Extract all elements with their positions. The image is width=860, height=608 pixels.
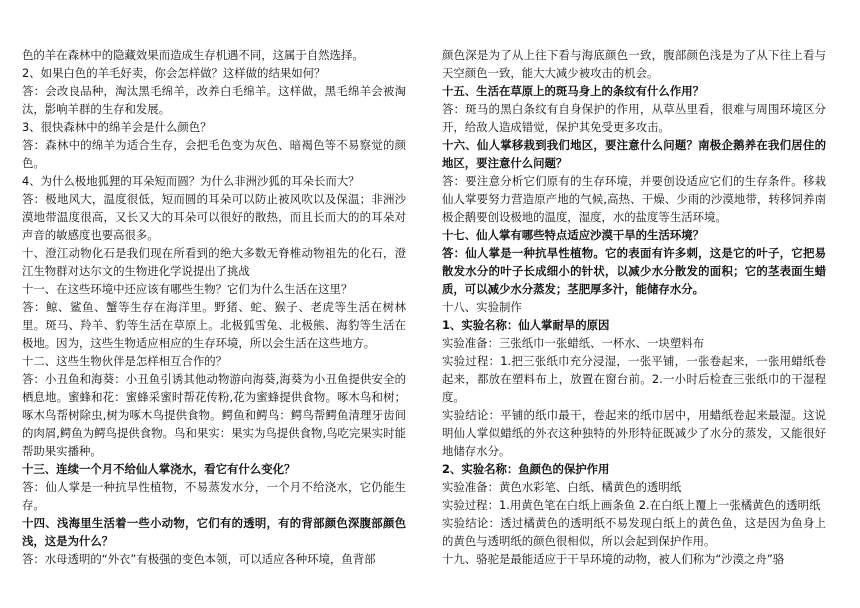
question: 4、为什么极地狐狸的耳朵短而圆？为什么非洲沙狐的耳朵长而大？: [22, 174, 360, 188]
experiment-conclusion: 实验结论：透过橘黄色的透明纸不易发现白纸上的黄色鱼，这是因为鱼身上的黄色与透明纸的颜色很相似，所以会起到保护作用。: [442, 516, 826, 548]
paragraph: 色的羊在森林中的隐藏效果而造成生存机遇不同，这属于自然选择。: [22, 48, 364, 62]
question-bold: 十五、生活在草原上的斑马身上的条纹有什么作用？: [442, 84, 704, 98]
experiment-process: 实验过程：1.把三张纸巾充分浸湿，一张平铺，一张卷起来，一张用蜡纸卷起来，都放在塑料布上，放置在窗台前。2.一小时后检查三张纸巾的干湿程度。: [442, 354, 826, 404]
question-bold: 十三、连续一个月不给仙人掌浇水，看它有什么变化？: [22, 462, 296, 476]
experiment-conclusion: 实验结论：平铺的纸巾最干，卷起来的纸巾居中，用蜡纸卷起来最湿。这说明仙人掌似蜡纸的外衣这种独特的外形特征既减少了水分的蒸发，又能很好地储存水分。: [442, 408, 826, 458]
question: 十二、这些生物伙伴是怎样相互合作的？: [22, 354, 228, 368]
question-bold: 十七、仙人掌有哪些特点适应沙漠干旱的生活环境？: [442, 228, 704, 242]
answer: 答：水母透明的“外衣”有极强的变色本领，可以适应各种环境，鱼背部: [22, 552, 376, 566]
paragraph: 十、澄江动物化石是我们现在所看到的绝大多数无脊椎动物祖先的化石，澄江生物群对达尔文的生物进化学说提出了挑战: [22, 246, 406, 278]
section-heading: 十八、实验制作: [442, 300, 522, 314]
experiment-preparation: 实验准备：三张纸巾一张蜡纸、一杯水、一块塑料布: [442, 336, 704, 350]
experiment-title: 2、实验名称：鱼颜色的保护作用: [442, 462, 610, 476]
experiment-preparation: 实验准备：黄色水彩笔、白纸、橘黄色的透明纸: [442, 480, 682, 494]
answer: 答：小丑鱼和海葵：小丑鱼引诱其他动物游向海葵,海葵为小丑鱼提供安全的栖息地。蜜蜂和花：蜜蜂采蜜时帮花传粉,花为蜜蜂提供食物。啄木鸟和树；啄木鸟帮树除虫,树为啄木鸟提供食物。鳄鱼和鳄鸟：鳄鸟帮鳄鱼清理牙齿间的肉屑,鳄鱼为鳄鸟提供食物。鸟和果实：果实为鸟提供食物,鸟吃完果实时能帮助果实播种。: [22, 372, 406, 458]
answer-bold: 答：仙人掌是一种抗旱性植物。它的表面有许多刺，这是它的叶子，它把易散发水分的叶子长成细小的针状，以减少水分散发的面积；它的茎表面生蜡质，可以减少水分蒸发；茎肥厚多汁，能储存水分。: [442, 246, 826, 296]
experiment-title: 1、实验名称：仙人掌耐旱的原因: [442, 318, 610, 332]
answer: 答：要注意分析它们原有的生存环境，并要创设适应它们的生存条件。移栽仙人掌要努力营造原产地的气候,高热、干燥、少雨的沙漠地带，转移饲养南极企鹅要创设极地的温度，湿度，水的盐度等生活环境。: [442, 174, 826, 224]
answer: 答：极地风大，温度很低，短而圆的耳朵可以防止被风吹以及保温；非洲沙漠地带温度很高，又长又大的耳朵可以很好的散热，而且长而大的的耳朵对声音的敏感度也要高很多。: [22, 192, 406, 242]
answer: 答：鲸、鲨鱼、蟹等生存在海洋里。野猪、蛇、猴子、老虎等生活在树林里。斑马、羚羊、豹等生活在草原上。北极狐雪兔、北极熊、海豹等生活在极地。因为，这些生物适应相应的生存环境，所以会生活在这些地方。: [22, 300, 406, 350]
question-bold: 十四、浅海里生活着一些小动物，它们有的透明，有的背部颜色深腹部颜色浅，这是为什么？: [22, 516, 406, 548]
answer: 答：会改良品种，淘汰黑毛绵羊，改养白毛绵羊。这样做，黑毛绵羊会被淘汰，影响羊群的生存和发展。: [22, 84, 406, 116]
question: 十一、在这些环境中还应该有哪些生物？它们为什么生活在这里？: [22, 282, 353, 296]
answer: 答：仙人掌是一种抗旱性植物，不易蒸发水分，一个月不给浇水，它仍能生存。: [22, 480, 406, 512]
question-bold: 十六、仙人掌移栽到我们地区，要注意什么问题？南极企鹅养在我们居住的地区，要注意什么问题？: [442, 138, 826, 170]
left-column: [22, 46, 406, 568]
answer: 答：森林中的绵羊为适合生存，会把毛色变为灰色、暗褐色等不易察觉的颜色。: [22, 138, 406, 170]
question: 3、很快森林中的绵羊会是什么颜色？: [22, 120, 212, 134]
answer: 答：斑马的黑白条纹有自身保护的作用，从草丛里看，很难与周围环境区分开，给敌人造成错觉，保护其免受更多攻击。: [442, 102, 826, 134]
question: 十九、骆驼是最能适应于干旱环境的动物，被人们称为“沙漠之舟”骆: [442, 552, 785, 566]
experiment-process: 实验过程：1.用黄色笔在白纸上画条鱼 2.在白纸上覆上一张橘黄色的透明纸: [442, 498, 821, 512]
answer-continued: 颜色深是为了从上往下看与海底颜色一致，腹部颜色浅是为了从下往上看与天空颜色一致，能大大减少被攻击的机会。: [442, 48, 826, 80]
question: 2、如果白色的羊毛好卖，你会怎样做？这样做的结果如何？: [22, 66, 326, 80]
right-column: [442, 46, 826, 568]
